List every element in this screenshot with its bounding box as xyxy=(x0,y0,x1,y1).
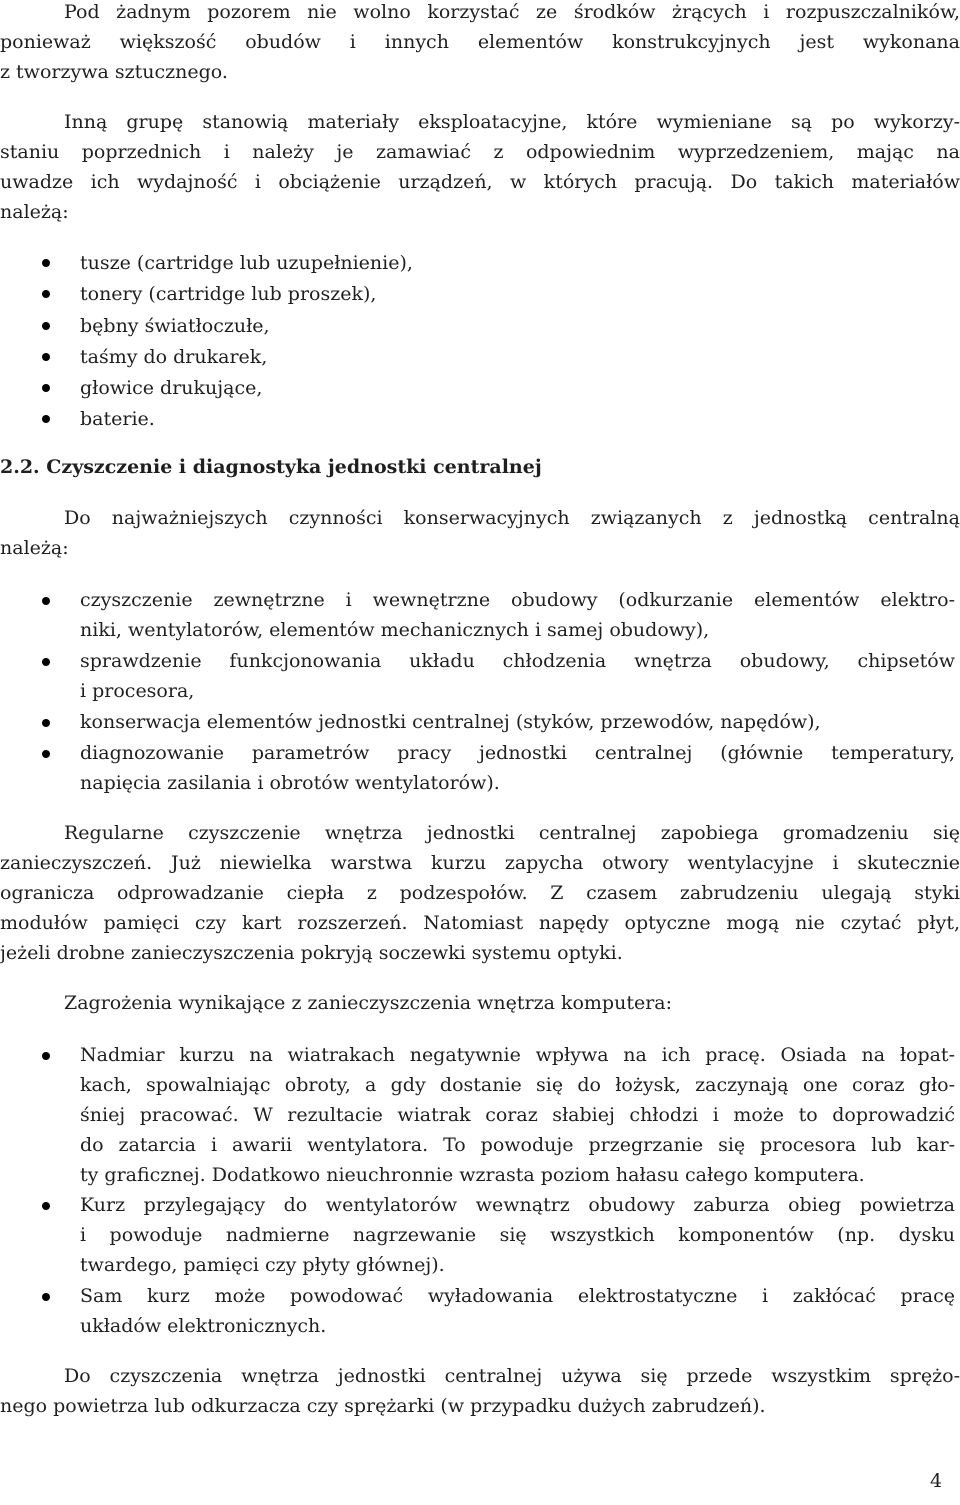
paragraph-line: należą: xyxy=(0,537,69,559)
bullet-icon xyxy=(42,290,50,298)
paragraph-line: Do czyszczenia wnętrza jednostki centralnej używa się przede wszystkim sprężo- xyxy=(64,1365,960,1387)
list-item: sprawdzenie funkcjonowania układu chłodzenia wnętrza obudowy, chipsetów xyxy=(80,650,955,672)
list-item: tusze (cartridge lub uzupełnienie), xyxy=(80,252,413,274)
section-heading: 2.2. Czyszczenie i diagnostyka jednostki centralnej xyxy=(0,456,542,478)
list-item-continuation: niki, wentylatorów, elementów mechanicznych i samej obudowy), xyxy=(80,619,710,641)
paragraph-line: jeżeli drobne zanieczyszczenia pokryją soczewki systemu optyki. xyxy=(0,942,623,964)
list-item-continuation: śniej pracować. W rezultacie wiatrak coraz słabiej chłodzi i może to doprowadzić xyxy=(80,1104,955,1126)
bullet-icon xyxy=(42,384,50,392)
paragraph-line: uwadze ich wydajność i obciążenie urządzeń, w których pracują. Do takich materiałów xyxy=(0,171,960,193)
paragraph-line: staniu poprzednich i należy je zamawiać z odpowiednim wyprzedzeniem, mając na xyxy=(0,141,960,163)
paragraph-line: Do najważniejszych czynności konserwacyjnych związanych z jednostką centralną xyxy=(64,507,960,529)
bullet-icon xyxy=(42,259,50,267)
page-number: 4 xyxy=(930,1470,943,1492)
list-item: tonery (cartridge lub proszek), xyxy=(80,283,377,305)
paragraph-line: modułów pamięci czy kart rozszerzeń. Natomiast napędy optyczne mogą nie czytać płyt, xyxy=(0,912,960,934)
bullet-icon xyxy=(42,1052,50,1060)
list-item-continuation: twardego, pamięci czy płyty głównej). xyxy=(80,1254,445,1276)
list-item: Sam kurz może powodować wyładowania elektrostatyczne i zakłócać pracę xyxy=(80,1285,955,1307)
paragraph-line: zanieczyszczeń. Już niewielka warstwa kurzu zapycha otwory wentylacyjne i skutecznie xyxy=(0,852,960,874)
paragraph-line: z tworzywa sztucznego. xyxy=(0,61,228,83)
bullet-icon xyxy=(42,415,50,423)
list-item: Kurz przylegający do wentylatorów wewnątrz obudowy zaburza obieg powietrza xyxy=(80,1194,955,1216)
bullet-icon xyxy=(42,597,50,605)
list-item-continuation: ty graficznej. Dodatkowo nieuchronnie wzrasta poziom hałasu całego komputera. xyxy=(80,1164,865,1186)
bullet-icon xyxy=(42,1293,50,1301)
bullet-icon xyxy=(42,1202,50,1210)
list-item-continuation: kach, spowalniając obroty, a gdy dostanie się do łożysk, zaczynają one coraz gło- xyxy=(80,1074,955,1096)
paragraph-line: Regularne czyszczenie wnętrza jednostki centralnej zapobiega gromadzeniu się xyxy=(64,822,960,844)
list-item-continuation: napięcia zasilania i obrotów wentylatorów). xyxy=(80,772,500,794)
list-item: baterie. xyxy=(80,408,155,430)
list-item-continuation: i powoduje nadmierne nagrzewanie się wszystkich komponentów (np. dysku xyxy=(80,1224,955,1246)
paragraph-line: Inną grupę stanowią materiały eksploatacyjne, które wymieniane są po wykorzy- xyxy=(64,111,960,133)
list-item: Nadmiar kurzu na wiatrakach negatywnie wpływa na ich pracę. Osiada na łopat- xyxy=(80,1044,955,1066)
bullet-icon xyxy=(42,750,50,758)
bullet-icon xyxy=(42,322,50,330)
bullet-icon xyxy=(42,658,50,666)
paragraph-line: ogranicza odprowadzanie ciepła z podzespołów. Z czasem zabrudzeniu ulegają styki xyxy=(0,882,960,904)
list-item: głowice drukujące, xyxy=(80,377,263,399)
paragraph-line: ponieważ większość obudów i innych elementów konstrukcyjnych jest wykonana xyxy=(0,31,960,53)
list-item: czyszczenie zewnętrzne i wewnętrzne obudowy (odkurzanie elementów elektro- xyxy=(80,589,955,611)
list-item-continuation: układów elektronicznych. xyxy=(80,1315,327,1337)
list-item: bębny światłoczułe, xyxy=(80,315,270,337)
list-item: taśmy do drukarek, xyxy=(80,346,268,368)
list-item-continuation: i procesora, xyxy=(80,680,195,702)
paragraph-line: nego powietrza lub odkurzacza czy sprężarki (w przypadku dużych zabrudzeń). xyxy=(0,1395,766,1417)
bullet-icon xyxy=(42,719,50,727)
bullet-icon xyxy=(42,353,50,361)
paragraph-line: Pod żadnym pozorem nie wolno korzystać ze środków żrących i rozpuszczalników, xyxy=(64,1,960,23)
list-item: diagnozowanie parametrów pracy jednostki centralnej (głównie temperatury, xyxy=(80,742,955,764)
list-item-continuation: do zatarcia i awarii wentylatora. To powoduje przegrzanie się procesora lub kar- xyxy=(80,1134,955,1156)
paragraph-line: należą: xyxy=(0,201,69,223)
paragraph-line: Zagrożenia wynikające z zanieczyszczenia wnętrza komputera: xyxy=(64,992,673,1014)
list-item: konserwacja elementów jednostki centralnej (styków, przewodów, napędów), xyxy=(80,711,821,733)
